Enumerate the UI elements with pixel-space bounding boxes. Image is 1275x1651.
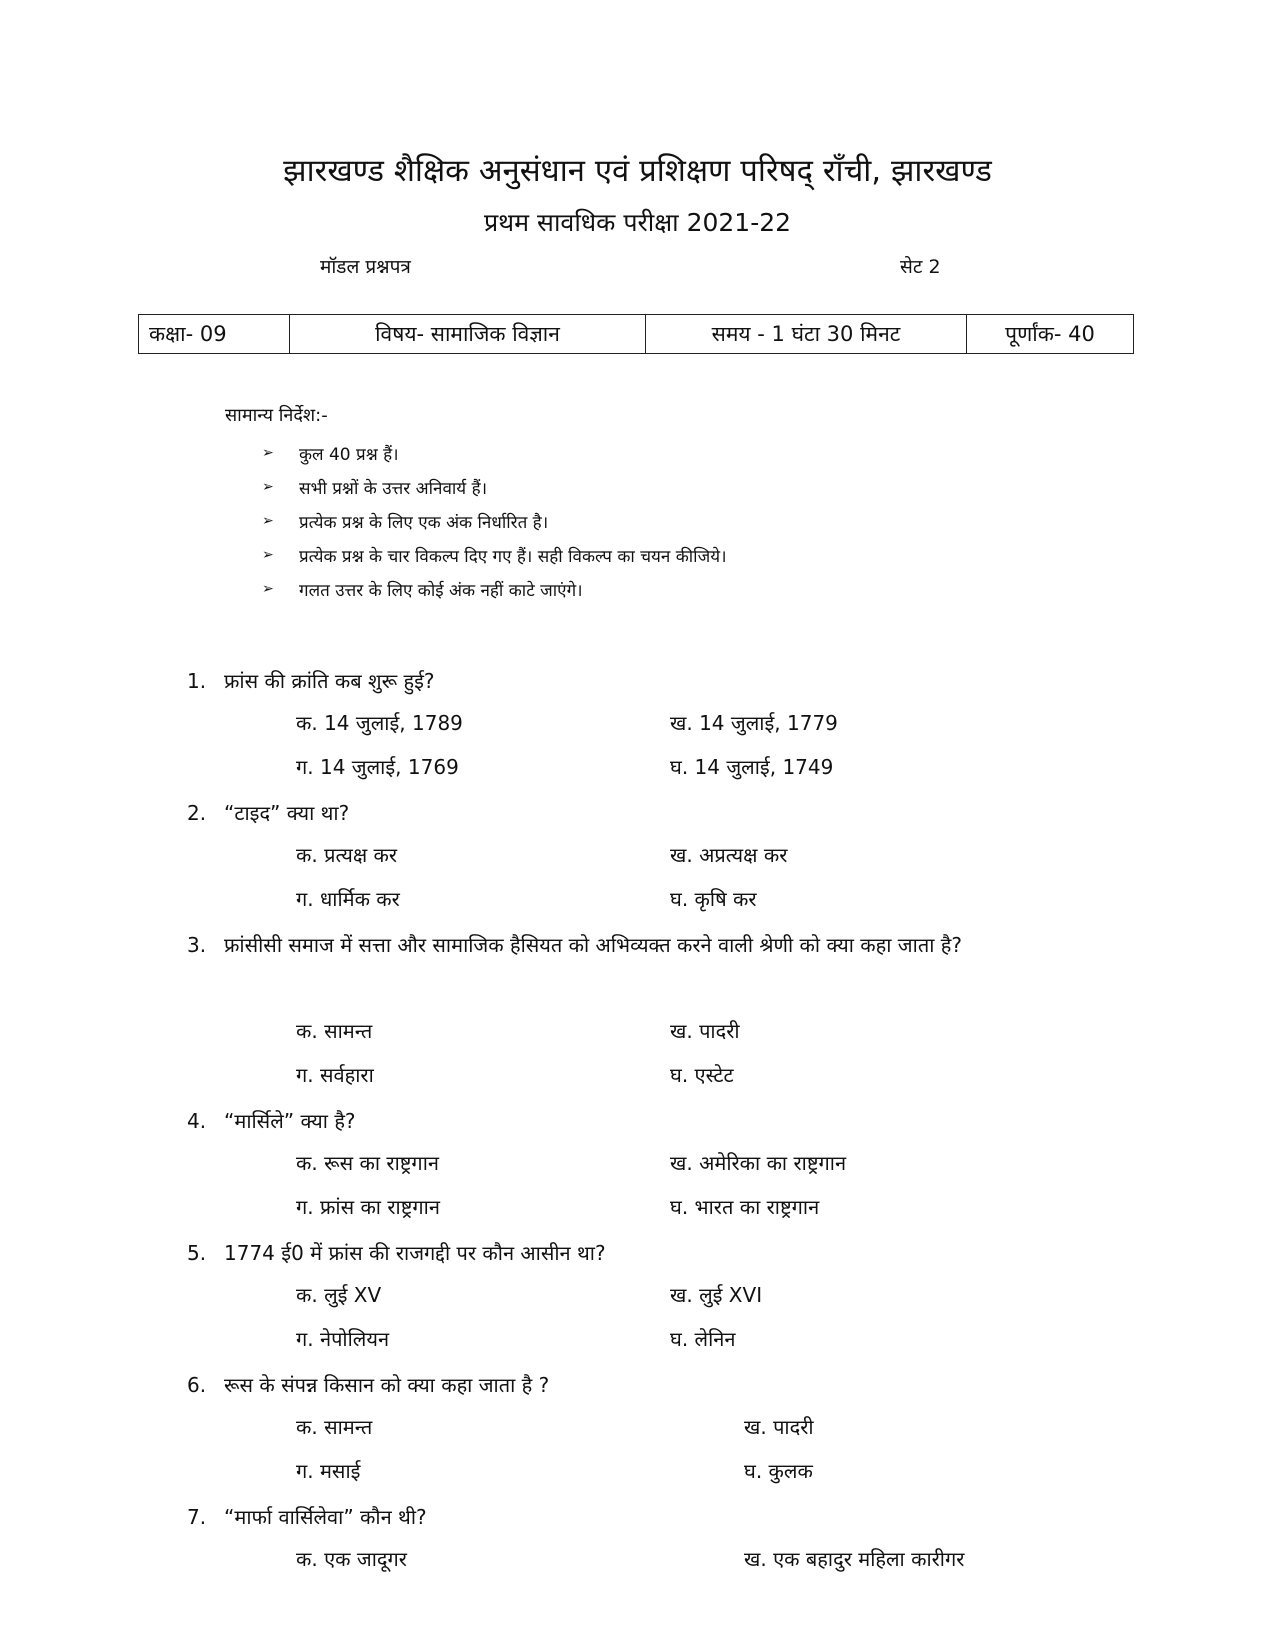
question-1 — [187, 659, 1107, 703]
exam-subtitle: प्रथम सावधिक परीक्षा 2021-22 — [483, 208, 792, 237]
instruction-text: प्रत्येक प्रश्न के लिए एक अंक निर्धारित है। — [299, 512, 549, 533]
q5-option-c: ग. नेपोलियन — [296, 1327, 390, 1351]
instruction-item — [262, 470, 727, 504]
instruction-item — [262, 504, 727, 538]
q4-option-d: घ. भारत का राष्ट्रगान — [670, 1195, 820, 1219]
question-4 — [187, 1099, 1107, 1143]
question-5 — [187, 1231, 1107, 1275]
q3-option-d: घ. एस्टेट — [670, 1063, 734, 1087]
q2-option-a: क. प्रत्यक्ष कर — [296, 843, 398, 867]
q3-option-c: ग. सर्वहारा — [296, 1063, 374, 1087]
q1-option-d: घ. 14 जुलाई, 1749 — [670, 755, 834, 779]
question-text: रूस के संपन्न किसान को क्या कहा जाता है ? — [224, 1373, 550, 1397]
q2-option-c: ग. धार्मिक कर — [296, 887, 400, 911]
question-text: 1774 ई0 में फ्रांस की राजगद्दी पर कौन आसीन था? — [224, 1241, 606, 1265]
question-text: फ्रांस की क्रांति कब शुरू हुई? — [224, 669, 435, 693]
arrow-bullet-icon: ➢ — [262, 547, 274, 563]
q4-option-a: क. रूस का राष्ट्रगान — [296, 1151, 439, 1175]
q4-option-b: ख. अमेरिका का राष्ट्रगान — [670, 1151, 847, 1175]
instructions-title: सामान्य निर्देश:- — [225, 405, 328, 426]
q2-option-d: घ. कृषि कर — [670, 887, 757, 911]
class-cell: कक्षा- 09 — [139, 315, 290, 354]
q5-option-a: क. लुई XV — [296, 1283, 382, 1307]
question-number: 2. — [187, 801, 207, 825]
arrow-bullet-icon: ➢ — [262, 513, 274, 529]
instruction-text: प्रत्येक प्रश्न के चार विकल्प दिए गए हैं। सही विकल्प का चयन कीजिये। — [299, 546, 727, 567]
q5-option-d: घ. लेनिन — [670, 1327, 736, 1351]
q6-option-c: ग. मसाई — [296, 1459, 361, 1483]
q7-option-a: क. एक जादूगर — [296, 1547, 407, 1571]
exam-info-table — [138, 314, 1134, 354]
instructions-list — [262, 436, 727, 606]
question-3 — [187, 923, 1107, 967]
q1-option-a: क. 14 जुलाई, 1789 — [296, 711, 463, 735]
question-number: 5. — [187, 1241, 207, 1265]
instruction-item — [262, 572, 727, 606]
exam-info-row — [139, 315, 1134, 354]
q7-option-b: ख. एक बहादुर महिला कारीगर — [744, 1547, 965, 1571]
q3-option-b: ख. पादरी — [670, 1019, 740, 1043]
q6-option-b: ख. पादरी — [744, 1415, 814, 1439]
q1-option-c: ग. 14 जुलाई, 1769 — [296, 755, 459, 779]
question-number: 7. — [187, 1505, 207, 1529]
full-marks-cell: पूर्णांक- 40 — [967, 315, 1134, 354]
arrow-bullet-icon: ➢ — [262, 581, 274, 597]
subject-cell: विषय- सामाजिक विज्ञान — [290, 315, 646, 354]
question-number: 6. — [187, 1373, 207, 1397]
question-text: “मार्फा वार्सिलेवा” कौन थी? — [224, 1505, 427, 1529]
q6-option-d: घ. कुलक — [744, 1459, 813, 1483]
set-label: सेट 2 — [900, 256, 941, 278]
q4-option-c: ग. फ्रांस का राष्ट्रगान — [296, 1195, 440, 1219]
question-2 — [187, 791, 1107, 835]
question-number: 1. — [187, 669, 207, 693]
question-text: “टाइद” क्या था? — [224, 801, 350, 825]
model-paper-label: मॉडल प्रश्नपत्र — [320, 256, 411, 278]
q2-option-b: ख. अप्रत्यक्ष कर — [670, 843, 788, 867]
q5-option-b: ख. लुई XVI — [670, 1283, 763, 1307]
q1-option-b: ख. 14 जुलाई, 1779 — [670, 711, 838, 735]
page-title: झारखण्ड शैक्षिक अनुसंधान एवं प्रशिक्षण परिषद् राँची, झारखण्ड — [283, 153, 992, 189]
instruction-item — [262, 538, 727, 572]
q3-option-a: क. सामन्त — [296, 1019, 373, 1043]
question-text: फ्रांसीसी समाज में सत्ता और सामाजिक हैसियत को अभिव्यक्त करने वाली श्रेणी को क्या कहा जाता है? — [224, 933, 962, 957]
question-text: “मार्सिले” क्या है? — [224, 1109, 356, 1133]
time-cell: समय - 1 घंटा 30 मिनट — [646, 315, 967, 354]
instruction-text: गलत उत्तर के लिए कोई अंक नहीं काटे जाएंगे। — [299, 580, 583, 601]
question-7 — [187, 1495, 1107, 1539]
question-6 — [187, 1363, 1107, 1407]
arrow-bullet-icon: ➢ — [262, 479, 274, 495]
instruction-text: सभी प्रश्नों के उत्तर अनिवार्य हैं। — [299, 478, 488, 499]
question-number: 3. — [187, 933, 207, 957]
arrow-bullet-icon: ➢ — [262, 445, 274, 461]
question-number: 4. — [187, 1109, 207, 1133]
instruction-item — [262, 436, 727, 470]
q6-option-a: क. सामन्त — [296, 1415, 373, 1439]
instruction-text: कुल 40 प्रश्न हैं। — [299, 444, 399, 465]
